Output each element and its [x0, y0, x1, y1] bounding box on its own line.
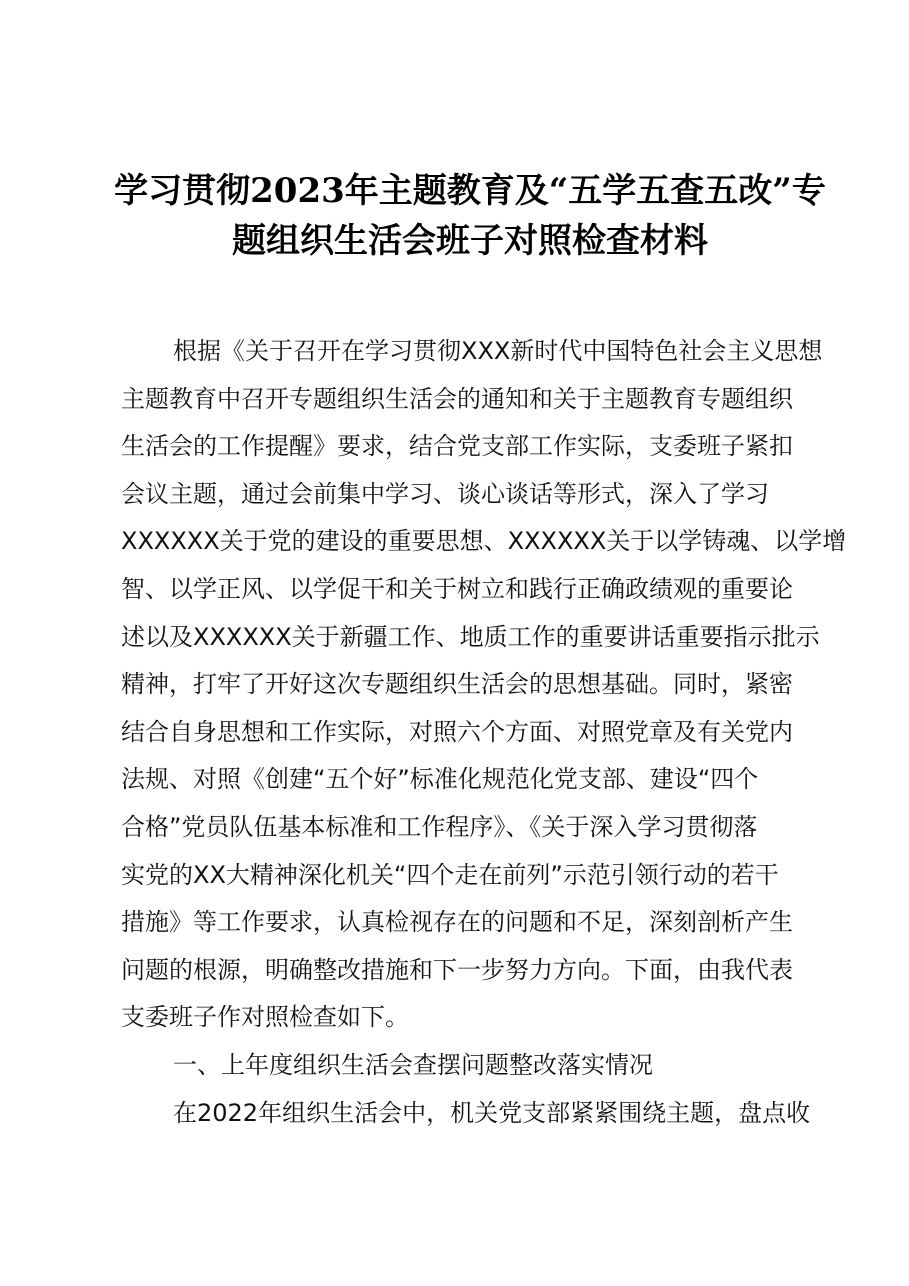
paragraph-1-line-14: 问题的根源，明确整改措施和下一步努力方向。下面，由我代表: [121, 955, 793, 984]
section-heading: 一、上年度组织生活会查摆问题整改落实情况: [173, 1050, 653, 1079]
paragraph-1-line-11: 合格”党员队伍基本标准和工作程序》、《关于深入学习贯彻落: [121, 812, 758, 841]
paragraph-1-line-15: 支委班子作对照检查如下。: [121, 1003, 409, 1032]
paragraph-1-line-9: 结合自身思想和工作实际，对照六个方面、对照党章及有关党内: [121, 717, 793, 746]
document-body: [121, 328, 847, 1137]
paragraph-1-line-1: 根据《关于召开在学习贯彻XXX新时代中国特色社会主义思想: [173, 337, 823, 365]
paragraph-1-line-4: 会议主题，通过会前集中学习、谈心谈话等形式，深入了学习: [121, 479, 769, 508]
title-line-2: 题组织生活会班子对照检查材料: [232, 221, 708, 261]
paragraph-1-line-7: 述以及XXXXXX关于新疆工作、地质工作的重要讲话重要指示批示: [121, 622, 820, 651]
paragraph-1-line-12: 实党的XX大精神深化机关“四个走在前列”示范引领行动的若干: [121, 860, 779, 889]
paragraph-1-line-5: XXXXXX关于党的建设的重要思想、XXXXXX关于以学铸魂、以学增: [121, 527, 847, 556]
paragraph-1-line-2: 主题教育中召开专题组织生活会的通知和关于主题教育专题组织: [121, 384, 793, 413]
paragraph-1-line-10: 法规、对照《创建“五个好”标准化规范化党支部、建设“四个: [121, 765, 759, 794]
paragraph-1-line-13: 措施》等工作要求，认真检视存在的问题和不足，深刻剖析产生: [121, 908, 793, 937]
paragraph-1-line-3: 生活会的工作提醒》要求，结合党支部工作实际，支委班子紧扣: [121, 432, 793, 461]
paragraph-1-line-8: 精神，打牢了开好这次专题组织生活会的思想基础。同时，紧密: [121, 670, 793, 699]
title-line-1: 学习贯彻2023年主题教育及“五学五查五改”专: [114, 171, 826, 211]
document-title: [100, 166, 840, 266]
paragraph-3-line-1: 在2022年组织生活会中，机关党支部紧紧围绕主题，盘点收: [173, 1098, 811, 1127]
paragraph-1-line-6: 智、以学正风、以学促干和关于树立和践行正确政绩观的重要论: [121, 574, 793, 603]
